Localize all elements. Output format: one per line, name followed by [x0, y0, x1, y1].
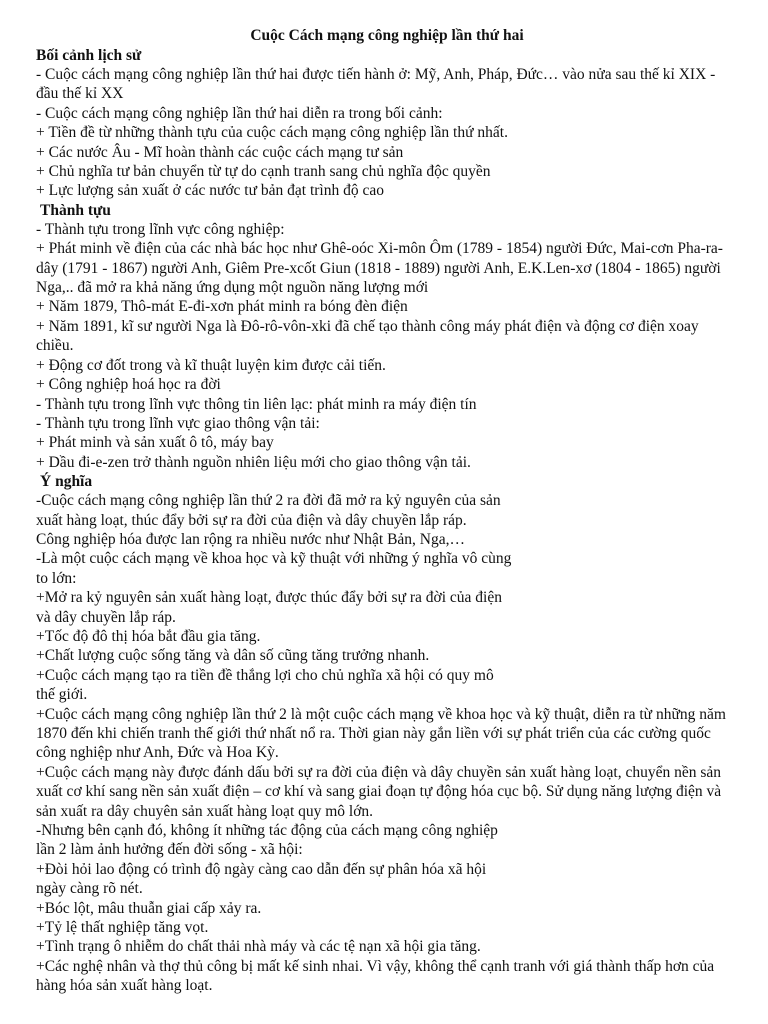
paragraph: +Tình trạng ô nhiễm do chất thải nhà máy và các tệ nạn xã hội gia tăng. — [36, 938, 481, 956]
document-title: Cuộc Cách mạng công nghiệp lần thứ hai — [250, 27, 524, 44]
section-heading-context: Bối cảnh lịch sử — [36, 47, 142, 64]
paragraph: +Mở ra kỷ nguyên sản xuất hàng loạt, được thúc đẩy bởi sự ra đời của điện và dây chuyền lắp ráp. — [36, 589, 502, 626]
paragraph: Công nghiệp hóa được lan rộng ra nhiều nước như Nhật Bản, Nga,… — [36, 530, 466, 548]
paragraph: + Phát minh về điện của các nhà bác học như Ghê-oóc Xi-môn Ôm (1789 - 1854) người Đức, Mai-cơn Pha-ra-dây (1791 - 1867) người Anh, Giêm Pre-xcốt Giun (1818 - 1889) người Anh, E.K.Len-xơ (1804 - 1865) người Nga,.. đã mở ra khả năng ứng dụng một nguồn năng lượng mới — [36, 240, 723, 297]
paragraph: - Thành tựu trong lĩnh vực công nghiệp: — [36, 220, 285, 238]
section-heading-achievements: Thành tựu — [40, 201, 111, 219]
paragraph: +Đòi hỏi lao động có trình độ ngày càng cao dẫn đến sự phân hóa xã hội ngày càng rõ nét. — [36, 860, 487, 898]
paragraph: + Chủ nghĩa tư bản chuyển từ tự do cạnh tranh sang chủ nghĩa độc quyền — [36, 163, 491, 181]
paragraph: + Phát minh và sản xuất ô tô, máy bay — [36, 434, 274, 452]
paragraph: - Thành tựu trong lĩnh vực thông tin liên lạc: phát minh ra máy điện tín — [36, 395, 477, 413]
paragraph: + Dầu đi-e-zen trở thành nguồn nhiên liệu mới cho giao thông vận tải. — [36, 453, 471, 471]
paragraph: +Cuộc cách mạng công nghiệp lần thứ 2 là một cuộc cách mạng về khoa học và kỹ thuật, diễn ra từ những năm 1870 đến khi chiến tranh thế giới thứ nhất nổ ra. Thời gian này gắn liền với sự phát triển của các cường quốc công nghiệp như Anh, Đức và Hoa Kỳ. — [36, 705, 726, 762]
paragraph: -Cuộc cách mạng công nghiệp lần thứ 2 ra đời đã mở ra kỷ nguyên của sản xuất hàng loạt, thúc đẩy bởi sự ra đời của điện và dây chuyền lắp ráp. — [36, 492, 501, 529]
paragraph: + Công nghiệp hoá học ra đời — [36, 376, 221, 394]
paragraph: - Cuộc cách mạng công nghiệp lần thứ hai được tiến hành ở: Mỹ, Anh, Pháp, Đức… vào nửa sau thế kỉ XIX - đầu thế kỉ XX — [36, 66, 716, 103]
paragraph: +Các nghệ nhân và thợ thủ công bị mất kế sinh nhai. Vì vậy, không thể cạnh tranh với giá thành thấp hơn của hàng hóa sản xuất hàng loạt. — [36, 957, 715, 995]
paragraph: +Bóc lột, mâu thuẫn giai cấp xảy ra. — [36, 899, 262, 917]
paragraph: +Cuộc cách mạng tạo ra tiền đề thắng lợi cho chủ nghĩa xã hội có quy mô thế giới. — [36, 666, 494, 704]
paragraph: +Tỷ lệ thất nghiệp tăng vọt. — [36, 919, 209, 937]
paragraph: -Là một cuộc cách mạng về khoa học và kỹ thuật với những ý nghĩa vô cùng to lớn: — [36, 550, 512, 587]
paragraph: -Nhưng bên cạnh đó, không ít những tác động của cách mạng công nghiệp lần 2 làm ảnh hưởng đến đời sống - xã hội: — [36, 822, 498, 859]
paragraph: +Tốc độ đô thị hóa bắt đầu gia tăng. — [36, 627, 261, 645]
paragraph: - Cuộc cách mạng công nghiệp lần thứ hai diễn ra trong bối cảnh: — [36, 104, 443, 122]
paragraph: + Các nước Âu - Mĩ hoàn thành các cuộc cách mạng tư sản — [36, 143, 404, 161]
paragraph: + Lực lượng sản xuất ở các nước tư bản đạt trình độ cao — [36, 182, 384, 200]
paragraph: - Thành tựu trong lĩnh vực giao thông vận tải: — [36, 414, 320, 432]
section-heading-meaning: Ý nghĩa — [40, 473, 93, 491]
paragraph: + Động cơ đốt trong và kĩ thuật luyện kim được cải tiến. — [36, 356, 386, 374]
paragraph: + Năm 1879, Thô-mát E-đi-xơn phát minh ra bóng đèn điện — [36, 298, 408, 316]
paragraph: +Chất lượng cuộc sống tăng và dân số cũng tăng trưởng nhanh. — [36, 647, 430, 665]
paragraph: +Cuộc cách mạng này được đánh dấu bởi sự ra đời của điện và dây chuyền sản xuất hàng loạt, chuyển nền sản xuất cơ khí sang nền sản xuất điện – cơ khí và sang giai đoạn tự động hóa cục bộ. Sử dụng năng lượng điện và sản xuất ra dây chuyên sản xuất hàng loạt quy mô lớn. — [36, 763, 722, 820]
paragraph: + Năm 1891, kĩ sư người Nga là Đô-rô-vôn-xki đã chế tạo thành công máy phát điện và động cơ điện xoay chiều. — [36, 317, 699, 355]
paragraph: + Tiền đề từ những thành tựu của cuộc cách mạng công nghiệp lần thứ nhất. — [36, 124, 508, 142]
